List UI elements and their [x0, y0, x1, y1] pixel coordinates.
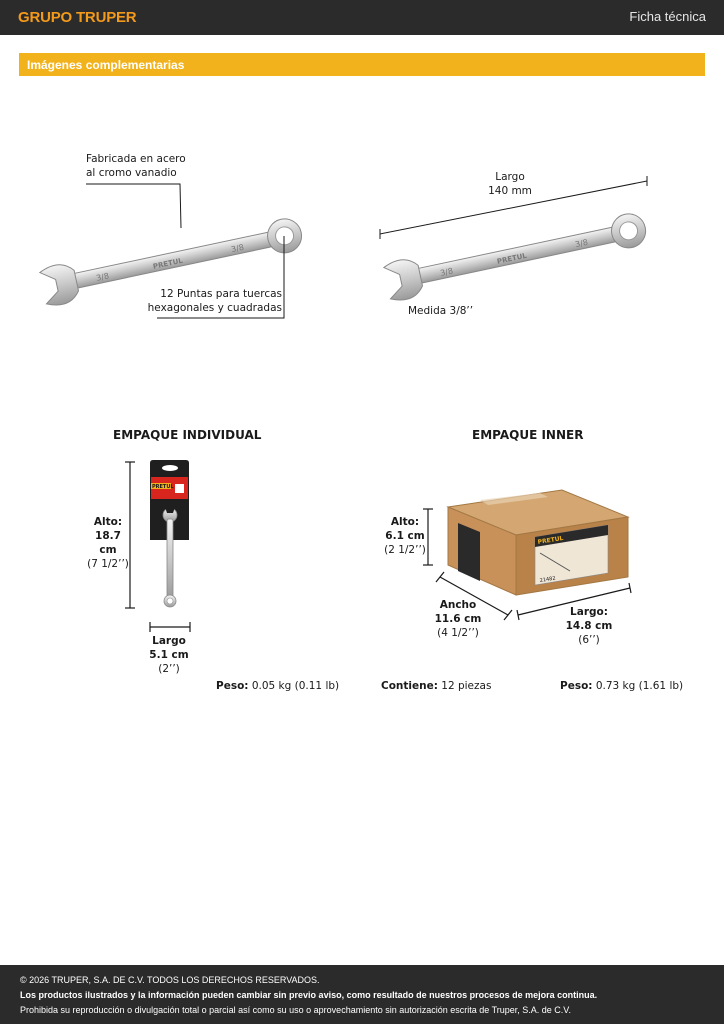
wrench-brand-stamp: PRETUL [152, 256, 184, 271]
wrench-size-stamp-2: 3/8 [230, 242, 245, 255]
section-title: Imágenes complementarias [27, 58, 185, 72]
brand-logo: GRUPO TRUPER [18, 9, 137, 26]
individual-package-title: EMPAQUE INDIVIDUAL [113, 428, 262, 442]
callout-material: Fabricada en acero al cromo vanadio [86, 153, 186, 179]
footer-copyright: © 2026 TRUPER, S.A. DE C.V. TODOS LOS DERECHOS RESERVADOS. [20, 975, 320, 985]
card-brand: PRETUL [152, 484, 174, 490]
document-type: Ficha técnica [629, 9, 706, 24]
wrench-length-illustration [374, 190, 664, 300]
footer-notice: Los productos ilustrados y la información pueden cambiar sin previo aviso, como resultado de nuestros procesos de mejora continua. [20, 990, 598, 1000]
size-label: Medida 3/8’’ [408, 305, 474, 317]
inner-weight: Peso: 0.73 kg (1.61 lb) [560, 680, 684, 692]
box-brand: PRETUL [537, 535, 564, 546]
wrench-brand-stamp: PRETUL [496, 251, 528, 266]
individual-weight: Peso: 0.05 kg (0.11 lb) [216, 680, 340, 692]
length-label: Largo 140 mm [488, 171, 532, 197]
wrench-size-stamp: 3/8 [439, 266, 454, 278]
individual-height-label: Alto: 18.7 cm (7 1/2’’) [87, 516, 129, 570]
wrench-size-stamp: 3/8 [95, 271, 110, 283]
footer-prohibition: Prohibida su reproducción o divulgación total o parcial así como su uso o aprovechamiento sin autorización escrita de Truper, S.A. de C.V. [20, 1005, 571, 1015]
individual-package-illustration [120, 455, 200, 635]
inner-depth-label: Ancho 11.6 cm (4 1/2’’) [434, 599, 482, 639]
inner-length-label: Largo: 14.8 cm (6’’) [565, 606, 613, 646]
inner-package-title: EMPAQUE INNER [472, 428, 584, 442]
box-code: 21482 [539, 575, 557, 584]
inner-height-label: Alto: 6.1 cm (2 1/2’’) [384, 516, 426, 556]
callout-points: 12 Puntas para tuercas hexagonales y cuadradas [147, 288, 282, 314]
individual-width-label: Largo 5.1 cm (2’’) [149, 635, 189, 675]
wrench-size-stamp-2: 3/8 [574, 237, 589, 250]
inner-contents: Contiene: 12 piezas [381, 680, 492, 692]
footer [0, 965, 724, 1024]
